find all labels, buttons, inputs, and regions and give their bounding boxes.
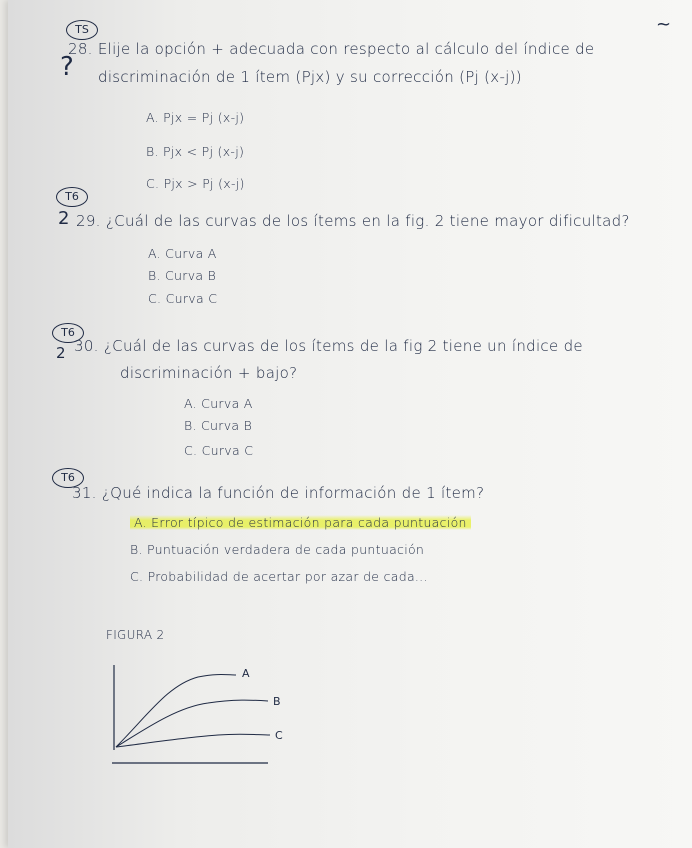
corner-dash: ~ (656, 14, 672, 35)
question-30-option-b: B. Curva B (184, 418, 253, 433)
question-29-option-b: B. Curva B (148, 268, 217, 283)
question-mark-28: ? (60, 52, 74, 82)
score-mark-29: 2 (58, 208, 70, 229)
curve-c (116, 734, 270, 747)
topic-badge-30: T6 (52, 323, 84, 343)
question-29-line1: 29. ¿Cuál de las curvas de los ítems en la fig. 2 tiene mayor dificultad? (76, 212, 630, 230)
question-31-option-b: B. Puntuación verdadera de cada puntuación (130, 542, 425, 557)
question-28-option-b: B. Pjx < Pj (x-j) (146, 144, 245, 159)
question-29-option-a: A. Curva A (148, 246, 217, 261)
curve-label-b: B (273, 695, 281, 708)
question-30-option-a: A. Curva A (184, 396, 253, 411)
question-28-option-a: A. Pjx = Pj (x-j) (146, 110, 245, 125)
figure-2-graph (108, 655, 288, 770)
notebook-page (8, 0, 692, 848)
topic-badge-29: T6 (56, 187, 88, 207)
highlighted-answer: A. Error típico de estimación para cada puntuación (130, 515, 471, 530)
question-30-line2: discriminación + bajo? (120, 364, 298, 382)
question-29-option-c: C. Curva C (148, 291, 218, 306)
topic-badge-31: T6 (52, 468, 84, 488)
figure-title: FIGURA 2 (106, 628, 165, 642)
curve-label-c: C (275, 729, 283, 742)
question-28-option-c: C. Pjx > Pj (x-j) (146, 176, 245, 191)
score-mark-30: 2 (56, 344, 66, 362)
question-30-line1: 30. ¿Cuál de las curvas de los ítems de la fig 2 tiene un índice de (74, 337, 583, 355)
question-31-option-c: C. Probabilidad de acertar por azar de cada... (130, 569, 428, 584)
topic-badge-28: TS (66, 20, 98, 40)
question-28-line2: discriminación de 1 ítem (Pjx) y su corrección (Pj (x-j)) (98, 68, 522, 86)
question-28-line1: 28. Elije la opción + adecuada con respecto al cálculo del índice de (68, 40, 595, 58)
question-31-option-a (130, 515, 471, 530)
question-31-line1: 31. ¿Qué indica la función de información de 1 ítem? (72, 484, 485, 502)
curve-label-a: A (242, 667, 250, 680)
question-30-option-c: C. Curva C (184, 443, 254, 458)
